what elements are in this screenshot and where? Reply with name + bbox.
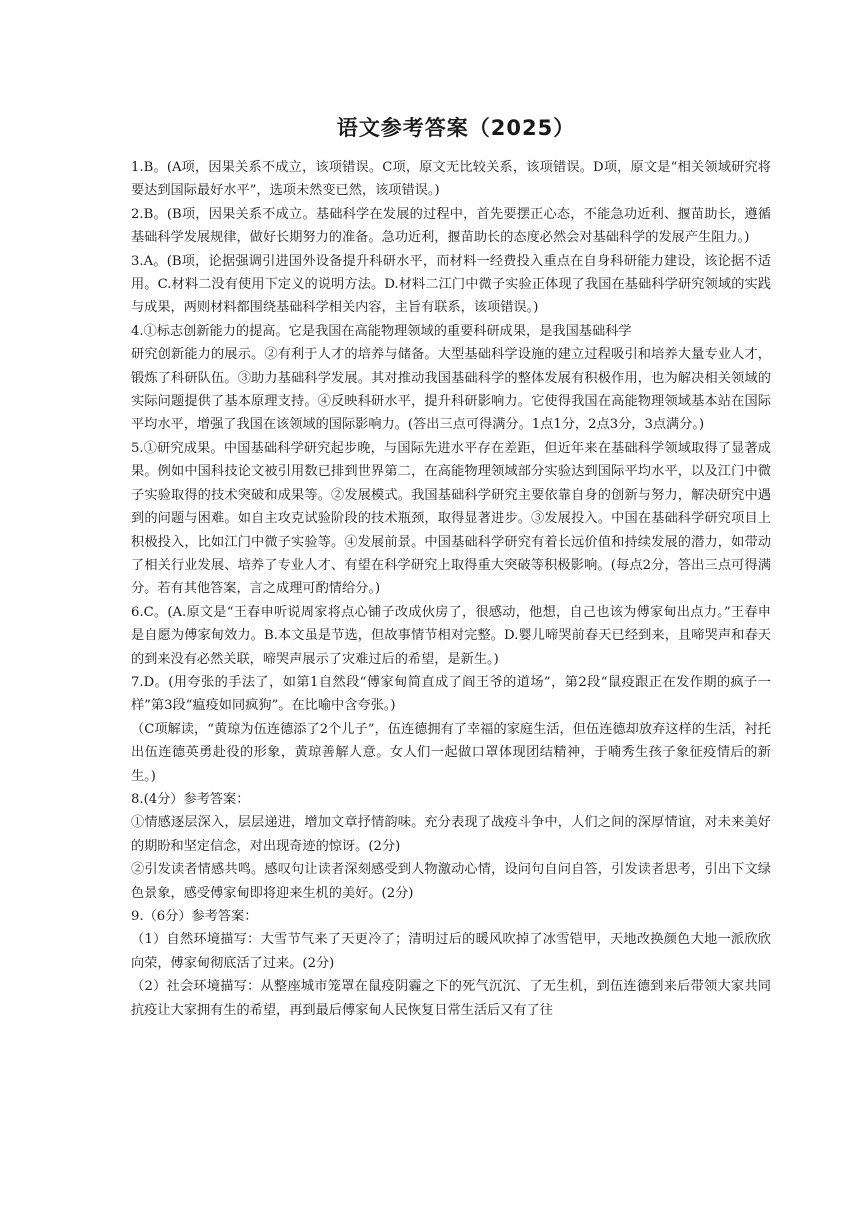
answer-5: 5.①研究成果。中国基础科学研究起步晚，与国际先进水平存在差距，但近年来在基础科学领域取得了显著成果。例如中国科技论文被引用数已排到世界第二，在高能物理领域部分实验达到国际平均水平，以及江门中微子实验取得的技术突破和成果等。②发展模式。我国基础科学研究主要依靠自身的创新与努力，解决研究中遇到的问题与困难。如自主攻克试验阶段的技术瓶颈，取得显著进步。③发展投入。中国在基础科学研究项目上积极投入，比如江门中微子实验等。④发展前景。中国基础科学研究有着长远价值和持续发展的潜力，如带动了相关行业发展、培养了专业人才、有望在科学研究上取得重大突破等积极影响。(每点2分，答出三点可得满分。若有其他答案，言之成理可酌情给分。) xyxy=(131,440,771,597)
page-title: 语文参考答案（2025） xyxy=(336,116,576,140)
answer-4-continued: 研究创新能力的展示。②有利于人才的培养与储备。大型基础科学设施的建立过程吸引和培养大量专业人才，锻炼了科研队伍。③助力基础科学发展。其对推动我国基础科学的整体发展有积极作用，也为解决相关领域的实际问题提供了基本原理支持。④反映科研水平，提升科研影响力。它使得我国在高能物理领域基本站在国际平均水平，增强了我国在该领域的国际影响力。(答出三点可得满分。1点1分，2点3分，3点满分。) xyxy=(131,347,771,433)
answer-7: 7.D。(用夸张的手法了，如第1自然段“傅家甸简直成了阎王爷的道场”，第2段“鼠疫跟正在发作期的疯子一样”第3段“瘟疫如同疯狗”。在比喻中含夸张。) xyxy=(131,674,771,714)
answer-9-point-2: （2）社会环境描写：从整座城市笼罩在鼠疫阴霾之下的死气沉沉、了无生机，到伍连德到来后带领大家共同抗疫让大家拥有生的希望，再到最后傅家甸人民恢复日常生活后又有了往 xyxy=(131,979,771,1018)
answer-7-note: （C项解读，“黄琼为伍连德添了2个儿子”，伍连德拥有了幸福的家庭生活，但伍连德却放弃这样的生活，衬托出伍连德英勇赴役的形象，黄琼善解人意。女人们一起做口罩体现团结精神，于喃秀生孩子象征疫情后的新生。) xyxy=(131,721,771,784)
answer-2: 2.B。(B项，因果关系不成立。基础科学在发展的过程中，首先要摆正心态，不能急功近利、揠苗助长，遵循基础科学发展规律，做好长期努力的准备。急功近利，揠苗助长的态度必然会对基础科学的发展产生阻力。) xyxy=(131,206,771,246)
answer-9-point-1: （1）自然环境描写：大雪节气来了天更冷了；清明过后的暖风吹掉了冰雪铠甲，天地改换颜色大地一派欣欣向荣，傅家甸彻底活了过来。(2分) xyxy=(131,932,771,971)
answer-4-line-1: 4.①标志创新能力的提高。它是我国在高能物理领域的重要科研成果，是我国基础科学 xyxy=(131,323,632,339)
answer-body xyxy=(131,156,771,1022)
answer-8-heading: 8.(4分）参考答案： xyxy=(131,791,250,807)
answer-9-heading: 9.（6分）参考答案： xyxy=(131,909,258,924)
answer-8-point-2: ②引发读者情感共鸣。感叹句让读者深刻感受到人物激动心情，设问句自问自答，引发读者思考，引出下文绿色景象，感受傅家甸即将迎来生机的美好。(2分) xyxy=(131,862,771,901)
answer-6: 6.C。(A.原文是“王春申听说周家将点心铺子改成伙房了，很感动，他想，自己也该为傅家甸出点力。”王春申是自愿为傅家甸效力。B.本文虽是节选，但故事情节相对完整。D.婴儿啼哭前春天已经到来，且啼哭声和春天的到来没有必然关联，啼哭声展示了灾难过后的希望，是新生。) xyxy=(131,604,771,667)
answer-1: 1.B。(A项，因果关系不成立，该项错误。C项，原文无比较关系，该项错误。D项，原文是“相关领域研究将要达到国际最好水平”，选项未然变已然，该项错误。) xyxy=(131,160,771,199)
answer-8-point-1: ①情感逐层深入，层层递进，增加文章抒情韵味。充分表现了战疫斗争中，人们之间的深厚情谊，对未来美好的期盼和坚定信念，对出现奇迹的惊讶。(2分) xyxy=(131,815,771,854)
answer-3: 3.A。(B项，论据强调引进国外设备提升科研水平，而材料一经费投入重点在自身科研能力建设，该论据不适用。C.材料二没有使用下定义的说明方法。D.材料二江门中微子实验正体现了我国在基础科学研究领域的实践与成果，两则材料都围绕基础科学相关内容，主旨有联系，该项错误。) xyxy=(131,253,771,316)
